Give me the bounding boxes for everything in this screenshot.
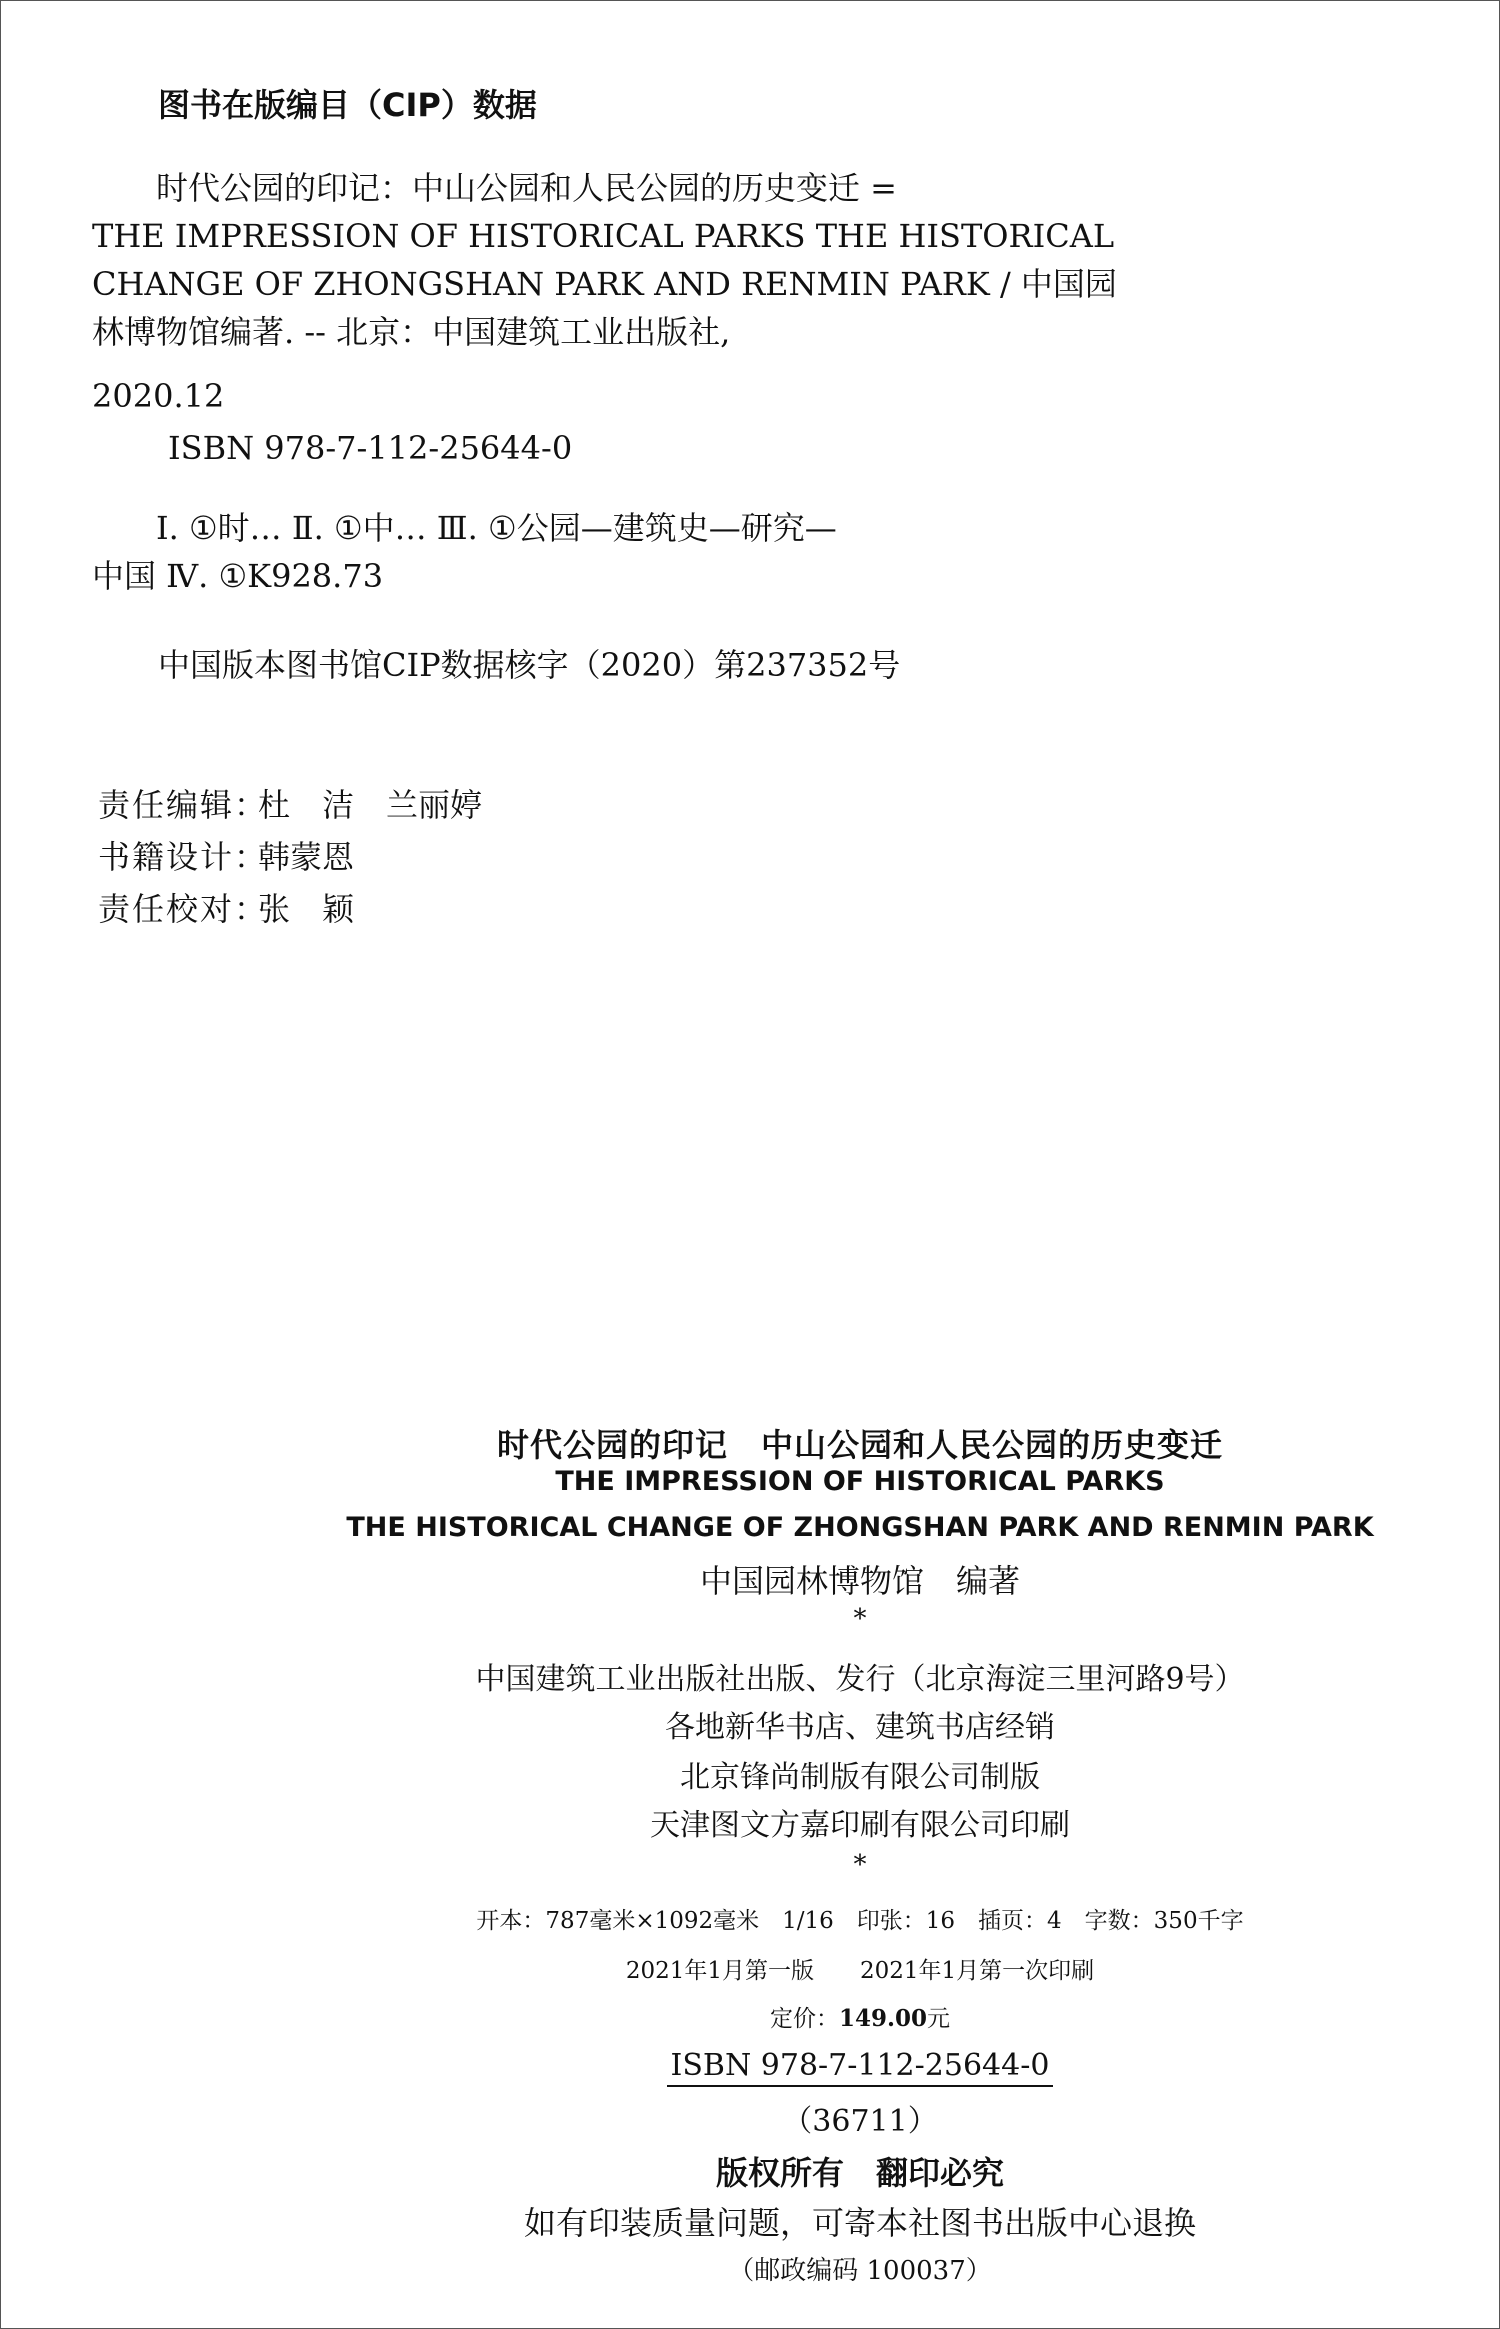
colophon-isbn-wrap: [300, 2048, 1420, 2087]
staff-label: 书籍设计：: [98, 838, 269, 876]
staff-row-proofreader: [98, 884, 354, 930]
staff-row-editor: [98, 780, 482, 826]
colophon-rights: 版权所有 翻印必究: [715, 2154, 1004, 2192]
colophon-distributor: 各地新华书店、建筑书店经销: [665, 1710, 1055, 1745]
colophon-price: [300, 2000, 1420, 2033]
colophon-return-notice: 如有印装质量问题，可寄本社图书出版中心退换: [523, 2204, 1196, 2242]
colophon-printer: 天津图文方嘉印刷有限公司印刷: [650, 1808, 1070, 1843]
colophon-title-en-2: THE HISTORICAL CHANGE OF ZHONGSHAN PARK AND RENMIN PARK: [346, 1512, 1374, 1543]
staff-value: 张 颖: [258, 890, 355, 928]
cip-heading: 图书在版编目（CIP）数据: [158, 86, 537, 124]
cip-title-line: 时代公园的印记：中山公园和人民公园的历史变迁 =: [156, 169, 897, 207]
price-unit: 元: [927, 2006, 951, 2032]
colophon-separator-star: *: [853, 1604, 867, 1634]
staff-value: 韩蒙恩: [258, 838, 355, 876]
cip-classification-1: Ⅰ. ①时… Ⅱ. ①中… Ⅲ. ①公园—建筑史—研究—: [156, 509, 837, 547]
price-label: 定价：: [769, 2006, 839, 2032]
cip-author-line: 林博物馆编著. -- 北京：中国建筑工业出版社,: [92, 313, 731, 351]
cip-classification-2: 中国 Ⅳ. ①K928.73: [92, 557, 384, 595]
cip-number: 中国版本图书馆CIP数据核字（2020）第237352号: [158, 646, 901, 684]
colophon-code: （36711）: [782, 2104, 938, 2139]
cip-isbn-line: ISBN 978-7-112-25644-0: [168, 429, 573, 467]
colophon-separator-star: *: [853, 1850, 867, 1880]
colophon-postcode: （邮政编码 100037）: [728, 2256, 992, 2286]
staff-label: 责任编辑：: [98, 786, 269, 824]
colophon-title-en-1: THE IMPRESSION OF HISTORICAL PARKS: [555, 1466, 1165, 1497]
colophon-editions: 2021年1月第一版 2021年1月第一次印刷: [625, 1958, 1095, 1984]
colophon-editor: 中国园林博物馆 编著: [699, 1562, 1020, 1600]
price-value: 149.00: [838, 2005, 928, 2032]
cip-record: [92, 160, 1117, 610]
cip-english-title-2: CHANGE OF ZHONGSHAN PARK AND RENMIN PARK / 中国园: [92, 265, 1117, 303]
cip-date-line: 2020.12: [92, 377, 225, 415]
colophon-title-cn: 时代公园的印记 中山公园和人民公园的历史变迁: [496, 1426, 1223, 1464]
cip-english-title-1: THE IMPRESSION OF HISTORICAL PARKS THE HISTORICAL: [92, 217, 1115, 255]
staff-row-designer: [98, 832, 354, 878]
colophon-publisher: 中国建筑工业出版社出版、发行（北京海淀三里河路9号）: [475, 1662, 1245, 1697]
staff-value: 杜 洁 兰丽婷: [258, 786, 483, 824]
colophon-isbn: ISBN 978-7-112-25644-0: [667, 2048, 1054, 2087]
colophon-specs: 开本：787毫米×1092毫米 1/16 印张：16 插页：4 字数：350千字: [476, 1908, 1244, 1934]
colophon-plate-maker: 北京锋尚制版有限公司制版: [680, 1760, 1040, 1795]
staff-label: 责任校对：: [98, 890, 269, 928]
